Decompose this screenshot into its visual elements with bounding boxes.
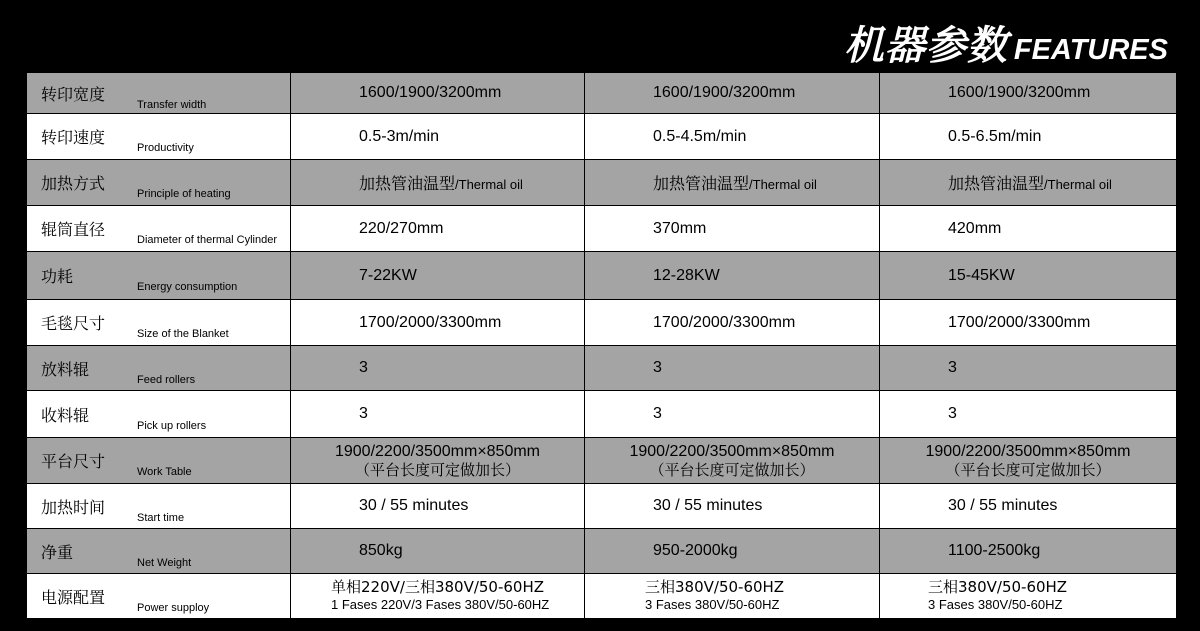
value-zh: 加热管油温型 [948,174,1045,193]
row-label-cell [27,529,291,574]
value-cell: 1600/1900/3200mm [880,73,1177,114]
row-label-cell [27,114,291,160]
row-label-en: Productivity [137,142,194,154]
value-cell: 3 [585,391,880,438]
table-row [27,484,1177,529]
value-line2: 3 Fases 380V/50-60HZ [645,597,780,612]
value-cell: 7-22KW [291,252,585,300]
page-title [844,14,1168,71]
row-label-zh: 平台尺寸 [41,452,106,471]
value-cell [880,574,1177,619]
row-label-cell [27,73,291,114]
table-row [27,206,1177,252]
value-zh: 加热管油温型 [359,174,456,193]
value-cell: 0.5-3m/min [291,114,585,160]
row-label-cell [27,160,291,206]
value-line1: 1900/2200/3500mm×850mm [334,442,541,460]
value-line2: （平台长度可定做加长） [945,460,1111,479]
row-label-zh: 转印宽度 [41,84,106,104]
table-row [27,346,1177,391]
table-row [27,252,1177,300]
table-row [27,529,1177,574]
value-cell: 12-28KW [585,252,880,300]
row-label-zh: 放料辊 [41,359,90,379]
row-label-zh: 收料辊 [41,405,90,425]
table-row [27,73,1177,114]
value-en: /Thermal oil [455,177,523,192]
table-row [27,114,1177,160]
value-cell: 1700/2000/3300mm [585,300,880,346]
row-label-en: Power supploy [137,601,210,614]
row-label-en: Pick up rollers [137,419,207,432]
value-line2: 3 Fases 380V/50-60HZ [928,597,1063,612]
row-label-zh: 加热时间 [41,497,106,517]
value-cell: 30 / 55 minutes [585,484,880,529]
row-label-en: Start time [137,511,185,524]
row-label-zh: 辊筒直径 [41,220,106,239]
table-row [27,391,1177,438]
value-cell: 1100-2500kg [880,529,1177,574]
value-cell [880,160,1177,206]
value-cell: 370mm [585,206,880,252]
value-cell [291,438,585,484]
row-label-en: Work Table [137,466,192,478]
row-label-cell [27,484,291,529]
value-cell: 1600/1900/3200mm [291,73,585,114]
value-cell: 0.5-6.5m/min [880,114,1177,160]
value-cell [291,160,585,206]
row-label-cell [27,206,291,252]
row-label-en: Net Weight [137,556,192,569]
value-cell: 1700/2000/3300mm [291,300,585,346]
row-label-cell [27,438,291,484]
row-label-cell [27,300,291,346]
row-label-cell [27,252,291,300]
value-line2: （平台长度可定做加长） [354,460,520,479]
table-row [27,574,1177,619]
table-row [27,438,1177,484]
value-cell: 1600/1900/3200mm [585,73,880,114]
value-line1: 三相380V/50-60HZ [928,578,1068,596]
row-label-en: Principle of heating [137,188,231,200]
value-line1: 三相380V/50-60HZ [645,578,785,596]
value-cell: 0.5-4.5m/min [585,114,880,160]
value-cell: 30 / 55 minutes [291,484,585,529]
row-label-zh: 毛毯尺寸 [41,314,106,333]
value-cell [291,574,585,619]
value-cell: 30 / 55 minutes [880,484,1177,529]
value-cell [585,438,880,484]
row-label-zh: 转印速度 [41,128,106,147]
value-cell: 3 [880,391,1177,438]
row-label-zh: 净重 [41,542,74,562]
value-cell [880,438,1177,484]
value-en: /Thermal oil [749,177,817,192]
row-label-en: Size of the Blanket [137,328,229,340]
value-cell: 850kg [291,529,585,574]
value-cell: 420mm [880,206,1177,252]
value-cell [585,574,880,619]
value-cell: 15-45KW [880,252,1177,300]
row-label-cell [27,574,291,619]
value-cell [585,160,880,206]
value-en: /Thermal oil [1044,177,1112,192]
row-label-zh: 电源配置 [41,587,106,607]
features-table [26,72,1177,619]
row-label-zh: 功耗 [41,267,74,286]
row-label-en: Energy consumption [137,281,238,293]
value-line1: 单相220V/三相380V/50-60HZ [331,578,545,596]
value-cell: 3 [291,391,585,438]
row-label-en: Diameter of thermal Cylinder [137,234,277,246]
value-cell: 3 [291,346,585,391]
table-row [27,300,1177,346]
value-line1: 1900/2200/3500mm×850mm [925,442,1131,460]
value-cell: 3 [585,346,880,391]
row-label-en: Transfer width [137,98,207,111]
value-zh: 加热管油温型 [653,174,750,193]
value-cell: 220/270mm [291,206,585,252]
title-english: FEATURES [1013,34,1168,66]
row-label-en: Feed rollers [137,373,196,386]
table-row [27,160,1177,206]
value-line2: （平台长度可定做加长） [649,460,815,479]
value-cell: 3 [880,346,1177,391]
value-cell: 950-2000kg [585,529,880,574]
title-chinese: 机器参数 [843,24,1008,68]
value-line1: 1900/2200/3500mm×850mm [629,442,835,460]
value-line2: 1 Fases 220V/3 Fases 380V/50-60HZ [331,597,550,612]
row-label-cell [27,346,291,391]
row-label-cell [27,391,291,438]
row-label-zh: 加热方式 [41,174,106,193]
value-cell: 1700/2000/3300mm [880,300,1177,346]
